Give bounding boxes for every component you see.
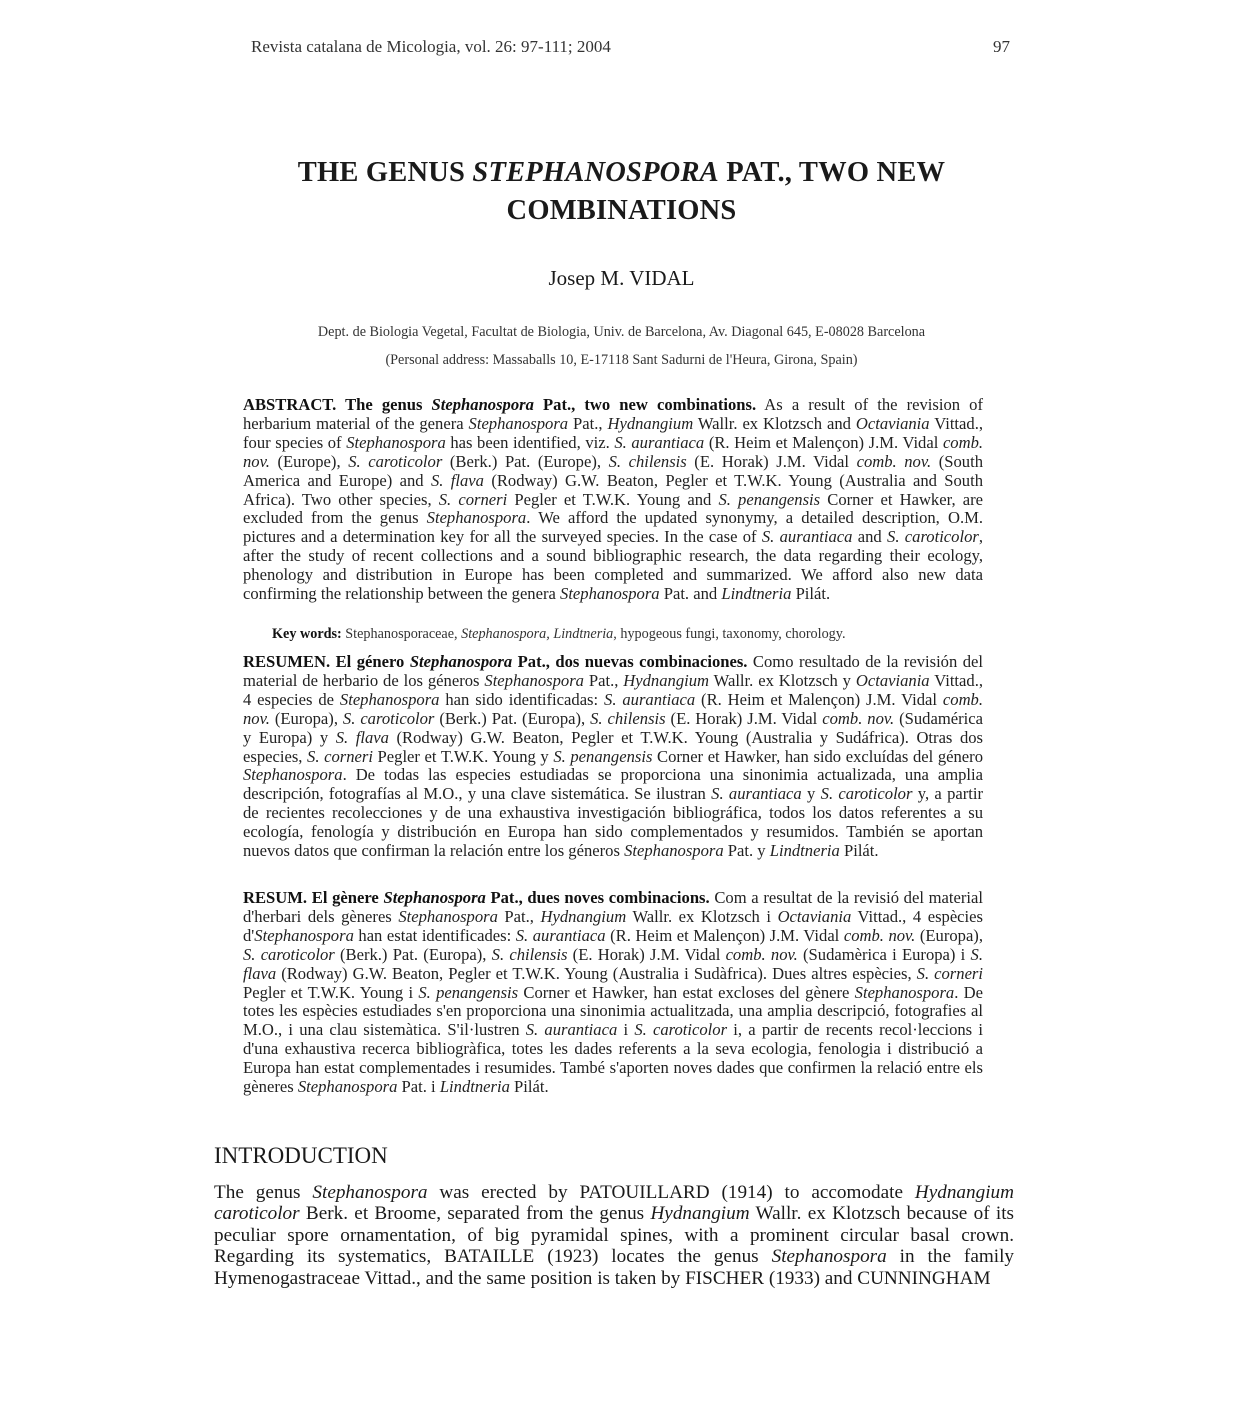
resumen-paragraph: RESUMEN. El género Stephanospora Pat., dos nuevas combinaciones. Como resultado de la revisión del material de herbario de los géneros Stephanospora Pat., Hydnangium Wallr. ex Klotzsch y Octaviania Vittad., 4 especies de Stephanospora han sido identificadas: S. aurantiaca (R. Heim et Malençon) J.M. Vidal comb. nov. (Europa), S. caroticolor (Berk.) Pat. (Europa), S. chilensis (E. Horak) J.M. Vidal comb. nov. (Sudamérica y Europa) y S. flava (Rodway) G.W. Beaton, Pegler et T.W.K. Young (Australia y Sudáfrica). Otras dos especies, S. corneri Pegler et T.W.K. Young y S. penangensis Corner et Hawker, han sido excluídas del género Stephanospora. De todas las especies estudiadas se proporciona una sinonimia actualizada, una amplia descripción, fotografías al M.O., y una clave sistemática. Se ilustran S. aurantiaca y S. caroticolor y, a partir de recientes recolecciones y de una exhaustiva investigación bibliográfica, todos los datos referentes a su ecología, fenología y distribución en Europa han sido complementados y resumidos. También se aportan nuevos datos que confirman la relación entre los géneros Stephanospora Pat. y Lindtneria Pilát. [243,652,984,861]
page-number: 97 [993,37,1010,56]
title-genus: STEPHANOSPORA [472,157,719,188]
journal-citation: Revista catalana de Micologia, vol. 26: 97-111; 2004 [251,37,611,56]
resumen-heading: RESUMEN. El género Stephanospora Pat., dos nuevas combinaciones. [243,652,748,671]
affiliation-line: (Personal address: Massaballs 10, E-17118 Sant Sadurni de l'Heura, Girona, Spain) [385,352,858,368]
resum-paragraph: RESUM. El gènere Stephanospora Pat., dues noves combinacions. Com a resultat de la revisió del material d'herbari dels gèneres Stephanospora Pat., Hydnangium Wallr. ex Klotzsch i Octaviania Vittad., 4 espècies d'Stephanospora han estat identificades: S. aurantiaca (R. Heim et Malençon) J.M. Vidal comb. nov. (Europa), S. caroticolor (Berk.) Pat. (Europa), S. chilensis (E. Horak) J.M. Vidal comb. nov. (Sudamèrica i Europa) i S. flava (Rodway) G.W. Beaton, Pegler et T.W.K. Young (Australia i Sudàfrica). Dues altres espècies, S. corneri Pegler et T.W.K. Young i S. penangensis Corner et Hawker, han estat excloses del gènere Stephanospora. De totes les espècies estudiades s'en proporciona una sinonimia actualitzada, una amplia descripció, fotografies al M.O., i una clau sistemàtica. S'il·lustren S. aurantiaca i S. caroticolor i, a partir de recents recol·leccions i d'una exhaustiva recerca bibliogràfica, totes les dades referents a la seva ecologia, fenologia i distribució a Europa han estat complementades i resumides. També s'aporten noves dades que confirmen la relació entre els gèneres Stephanospora Pat. i Lindtneria Pilát. [243,888,983,1097]
author-name: Josep M. VIDAL [548,266,695,290]
running-head [251,37,1010,57]
affiliation-line: Dept. de Biologia Vegetal, Facultat de Biologia, Univ. de Barcelona, Av. Diagonal 645, E-08028 Barcelona [317,324,926,340]
title-part: THE GENUS [297,157,473,188]
introduction-paragraph: The genus Stephanospora was erected by PATOUILLARD (1914) to accomodate Hydnangium caroticolor Berk. et Broome, separated from the genus Hydnangium Wallr. ex Klotzsch because of its peculiar spore ornamentation, of big pyramidal spines, with a prominent circular basal crown. Regarding its systematics, BATAILLE (1923) locates the genus Stephanospora in the family Hymenogastraceae Vittad., and the same position is taken by FISCHER (1933) and CUNNINGHAM [214,1182,1015,1289]
abstract-paragraph: ABSTRACT. The genus Stephanospora Pat., two new combinations. As a result of the revision of herbarium material of the genera Stephanospora Pat., Hydnangium Wallr. ex Klotzsch and Octaviania Vittad., four species of Stephanospora has been identified, viz. S. aurantiaca (R. Heim et Malençon) J.M. Vidal comb. nov. (Europe), S. caroticolor (Berk.) Pat. (Europe), S. chilensis (E. Horak) J.M. Vidal comb. nov. (South America and Europe) and S. flava (Rodway) G.W. Beaton, Pegler et T.W.K. Young (Australia and South Africa). Two other species, S. corneri Pegler et T.W.K. Young and S. penangensis Corner et Hawker, are excluded from the genus Stephanospora. We afford the updated synonymy, a detailed description, O.M. pictures and a determination key for all the surveyed species. In the case of S. aurantiaca and S. caroticolor, after the study of recent collections and a sound bibliographic research, the data regarding their ecology, phenology and distribution in Europe has been completed and summarized. We afford also new data confirming the relationship between the genera Stephanospora Pat. and Lindtneria Pilát. [243,395,984,604]
keywords-label: Key words: [272,626,342,642]
section-heading-introduction: INTRODUCTION [214,1143,388,1168]
title-part: PAT., TWO NEW COMBINATIONS [506,157,946,226]
keywords-line: Key words: Stephanosporaceae, Stephanospora, Lindtneria, hypogeous fungi, taxonomy, chorology. [272,626,846,642]
abstract-heading: ABSTRACT. The genus Stephanospora Pat., two new combinations. [243,395,757,414]
affiliation [200,318,1043,374]
resum-heading: RESUM. El gènere Stephanospora Pat., dues noves combinacions. [243,888,710,907]
article-title [200,154,1043,230]
